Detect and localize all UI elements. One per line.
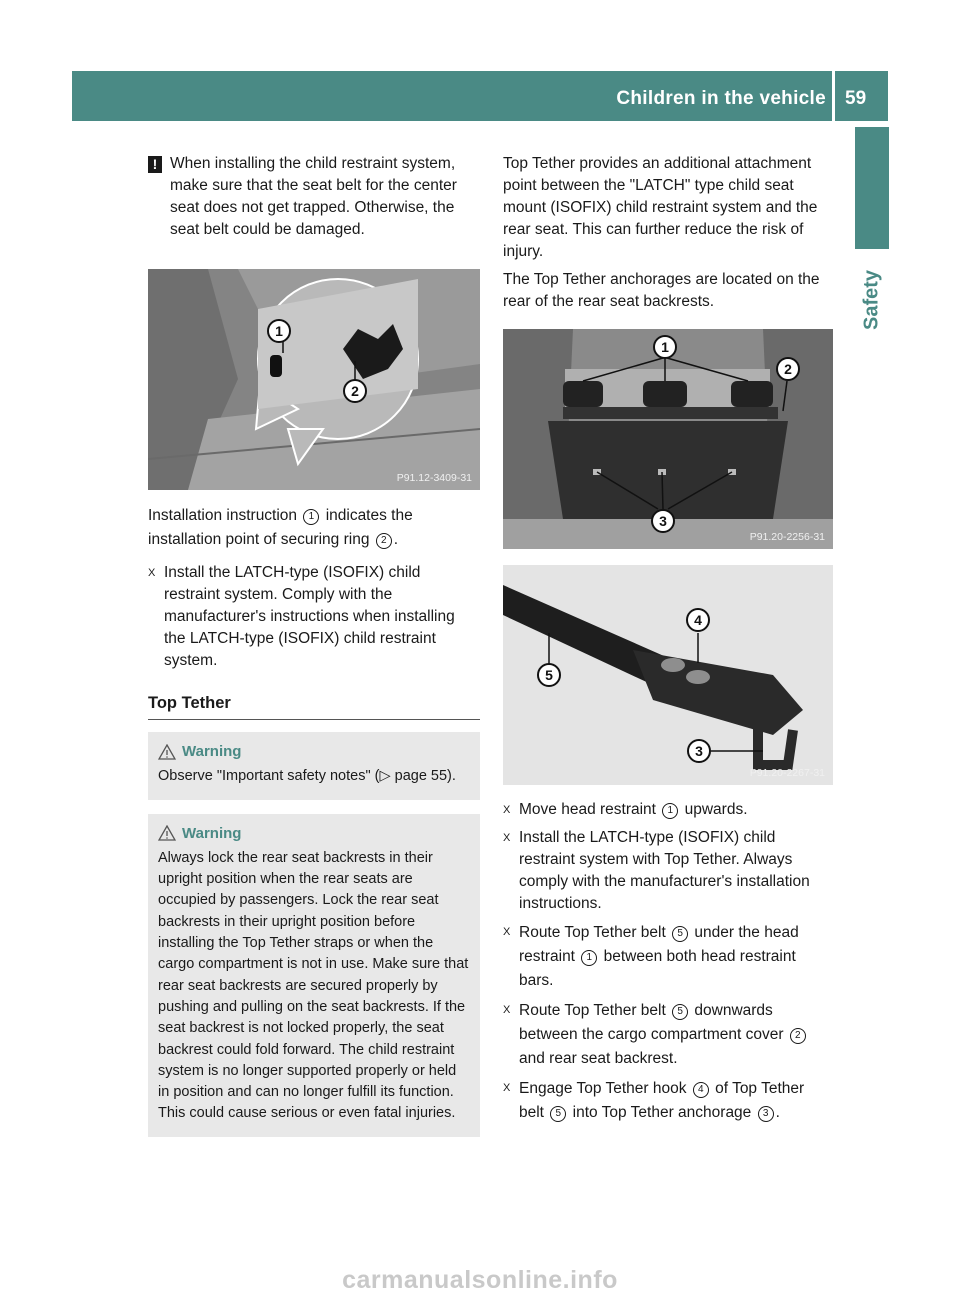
step-text: into Top Tether anchorage — [572, 1104, 752, 1121]
step-text: Move head restraint — [519, 801, 656, 818]
callout-4: 4 — [686, 608, 710, 632]
step-text: and rear seat backrest. — [519, 1050, 678, 1067]
step-arrow-icon: X — [503, 804, 511, 816]
right-column — [503, 153, 833, 1125]
list-item — [503, 827, 833, 915]
warning-header — [158, 741, 470, 762]
step-text: upwards. — [684, 801, 748, 818]
install-text-b: indicates the installation point of securing ring — [148, 507, 413, 548]
step-text: . — [775, 1104, 780, 1121]
seat-anchor-illustration — [148, 269, 480, 490]
callout-3: 3 — [687, 739, 711, 763]
warning-box — [148, 814, 480, 1137]
caution-note-text: When installing the child restraint system, make sure that the seat belt for the center seat does not get trapped. Otherwise, the seat belt could be damaged. — [170, 155, 457, 238]
warning-triangle-icon — [158, 825, 176, 841]
step-arrow-icon: X — [503, 1004, 511, 1016]
figure-caption: P91.20-2267-31 — [749, 767, 825, 779]
callout-ref: 5 — [672, 926, 688, 942]
caution-note — [148, 153, 480, 241]
callout-ref: 5 — [672, 1004, 688, 1020]
step-arrow-icon: X — [503, 926, 511, 938]
callout-ref: 3 — [758, 1106, 774, 1122]
list-item-text: Install the LATCH-type (ISOFIX) child restraint system. Comply with the manufacturer's instructions when installing the LATCH-type (ISOFIX) child restraint system. — [164, 564, 455, 669]
callout-ref: 1 — [662, 803, 678, 819]
warning-text: Always lock the rear seat backrests in their upright position when the rear seats are occupied by passengers. Lock the rear seat backrests in their upright position before installing the Top Tether straps or when the cargo compartment is not in use. Make sure that rear seat backrests are secured properly by pushing and pulling on the seat backrests. If the seat backrest is not locked properly, the seat backrest could fold forward. The child restraint system is no longer supported properly or held in position and can no longer fulfill its function. This could cause serious or even fatal injuries. — [158, 849, 469, 1122]
step-text: Route Top Tether belt — [519, 1002, 666, 1019]
exclamation-icon: ! — [148, 156, 162, 173]
step-arrow-icon: X — [503, 1082, 511, 1094]
step-text: between both head restraint bars. — [519, 948, 796, 989]
warning-title: Warning — [182, 824, 242, 842]
list-item — [503, 999, 833, 1071]
callout-3: 3 — [651, 509, 675, 533]
figure-seat-anchor — [148, 269, 480, 490]
side-color-block — [855, 127, 889, 249]
chapter-title: Children in the vehicle — [616, 88, 826, 109]
callout-ref: 1 — [581, 950, 597, 966]
list-item-text — [519, 1077, 833, 1125]
step-arrow-icon: X — [503, 832, 511, 844]
warning-title: Warning — [182, 743, 242, 760]
install-text-c: . — [393, 531, 399, 548]
step-text: Route Top Tether belt — [519, 924, 666, 941]
figure-tether-hook — [503, 565, 833, 785]
header-separator — [832, 71, 835, 121]
figure-caption: P91.20-2256-31 — [749, 531, 825, 543]
callout-ref: 2 — [790, 1028, 806, 1044]
step-text: under the head restraint — [519, 924, 799, 965]
section-side-tab — [855, 255, 889, 345]
list-item — [503, 799, 833, 821]
page-number: 59 — [845, 88, 867, 109]
list-item — [148, 562, 480, 672]
list-item-text: Install the LATCH-type (ISOFIX) child restraint system with Top Tether. Always comply with the manufacturer's installation instructions. — [519, 829, 810, 912]
site-watermark: carmanualsonline.info — [342, 1266, 618, 1294]
list-item-text — [519, 921, 833, 993]
callout-ref-1: 1 — [303, 509, 319, 525]
warning-triangle-icon — [158, 744, 176, 760]
step-text: Engage Top Tether hook — [519, 1080, 687, 1097]
callout-1: 1 — [267, 319, 291, 343]
top-tether-location: The Top Tether anchorages are located on the rear of the rear seat backrests. — [503, 271, 820, 310]
list-item-text — [519, 999, 833, 1071]
section-heading: Top Tether — [148, 694, 480, 720]
section-side-tab-label: Safety — [860, 269, 883, 331]
installation-instruction — [148, 504, 480, 552]
warning-header — [158, 823, 470, 844]
top-tether-intro: Top Tether provides an additional attachment point between the "LATCH" type child seat mount (ISOFIX) child restraint system and the rear seat. This can further reduce the risk of injury. — [503, 155, 818, 260]
list-item-text — [519, 799, 833, 821]
list-item — [503, 921, 833, 993]
list-item — [503, 1077, 833, 1125]
callout-2: 2 — [776, 357, 800, 381]
callout-1: 1 — [653, 335, 677, 359]
step-arrow-icon: X — [148, 567, 156, 579]
step-text: downwards between the cargo compartment cover — [519, 1002, 784, 1043]
instruction-list — [503, 799, 833, 1125]
callout-ref-2: 2 — [376, 533, 392, 549]
callout-5: 5 — [537, 663, 561, 687]
warning-text: Observe "Important safety notes" (▷ page 55). — [158, 768, 456, 785]
callout-ref: 4 — [693, 1082, 709, 1098]
figure-caption: P91.12-3409-31 — [396, 472, 472, 484]
callout-ref: 5 — [550, 1106, 566, 1122]
warning-box — [148, 732, 480, 800]
left-column — [148, 153, 480, 1137]
install-text-a: Installation instruction — [148, 507, 298, 524]
callout-2: 2 — [343, 379, 367, 403]
step-text: of Top Tether belt — [519, 1080, 805, 1121]
figure-cargo-area — [503, 329, 833, 549]
